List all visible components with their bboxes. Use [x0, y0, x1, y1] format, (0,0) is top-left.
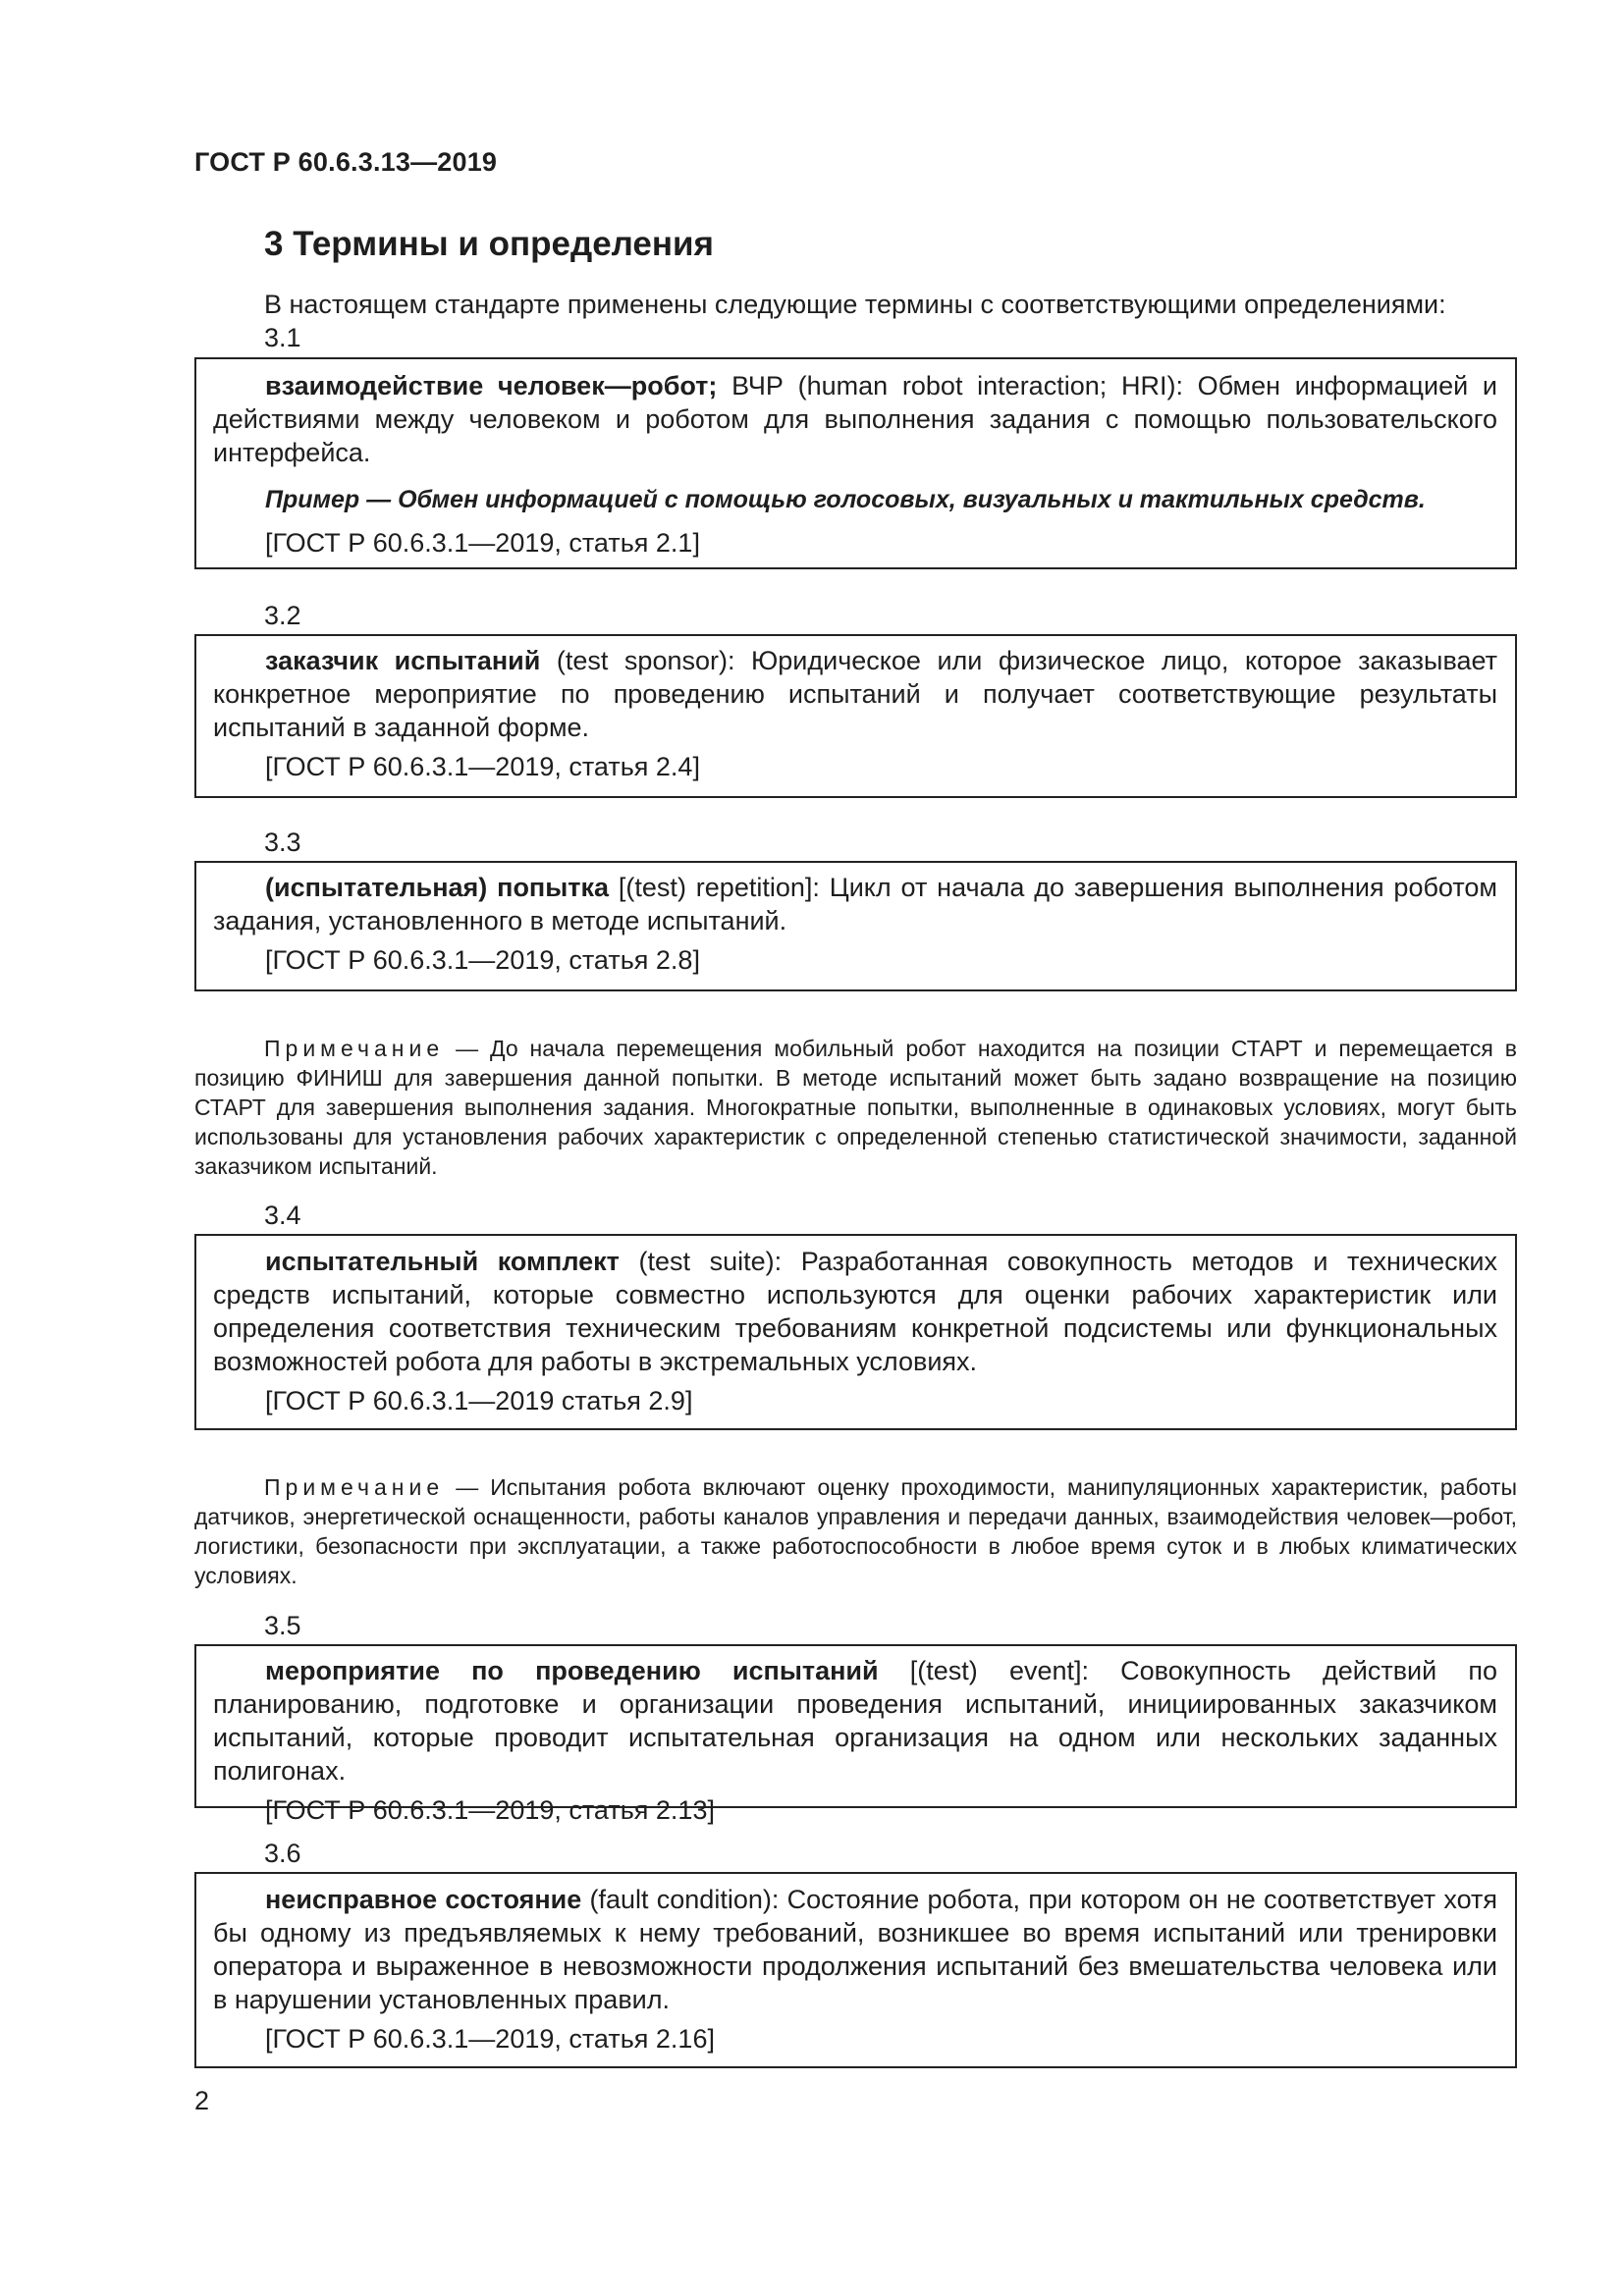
term-box [194, 357, 1517, 569]
term-paragraph [213, 644, 1497, 744]
term-definition: [(test) event]: Совокупность действий по планированию, подготовке и организации проведения испытаний, инициированных заказчиком испытаний, которые проводит испытательная организация на одном или нескольких заданных полигонах. [213, 1656, 1498, 1786]
term-number: 3.1 [264, 323, 301, 352]
term-box [194, 1872, 1517, 2068]
note-paragraph [194, 1034, 1517, 1181]
term-source: [ГОСТ Р 60.6.3.1—2019, статья 2.16] [265, 2024, 715, 2054]
term-definition: (fault condition): Состояние робота, при котором он не соответствует хотя бы одному из предъявляемых к нему требований, возникшее во время испытаний или тренировки оператора и выраженное в невозможности продолжения испытаний без вмешательства человека или в нарушении установленных правил. [213, 1885, 1497, 2014]
term-paragraph [213, 871, 1497, 937]
term-definition: [(test) repetition]: Цикл от начала до завершения выполнения роботом задания, установленного в методе испытаний. [213, 873, 1497, 935]
term-name: испытательный комплект [265, 1247, 620, 1276]
term-definition: (test sponsor): Юридическое или физическое лицо, которое заказывает конкретное мероприятие по проведению испытаний и получает соответствующие результаты испытаний в заданной форме. [213, 646, 1497, 742]
page-number: 2 [194, 2086, 210, 2115]
note-label: Примечание [264, 1036, 445, 1061]
term-number: 3.2 [264, 601, 301, 630]
term-example: Пример — Обмен информацией с помощью голосовых, визуальных и тактильных средств. [265, 486, 1426, 513]
note-paragraph [194, 1472, 1517, 1590]
term-source: [ГОСТ Р 60.6.3.1—2019, статья 2.4] [265, 752, 700, 781]
term-paragraph [213, 369, 1497, 469]
term-number: 3.3 [264, 828, 301, 857]
term-box [194, 1234, 1517, 1430]
term-definition: (test suite): Разработанная совокупность методов и технических средств испытаний, которые совместно используются для оценки рабочих характеристик или определения соответствия техническим требованиям конкретной подсистемы или функциональных возможностей робота для работы в экстремальных условиях. [213, 1247, 1497, 1376]
term-number: 3.4 [264, 1201, 301, 1230]
term-name: неисправное состояние [265, 1885, 582, 1914]
term-box [194, 1644, 1517, 1825]
intro-text: В настоящем стандарте применены следующие термины с соответствующими определениями: [264, 290, 1446, 319]
term-source: [ГОСТ Р 60.6.3.1—2019 статья 2.9] [265, 1386, 693, 1415]
note-label: Примечание [264, 1474, 445, 1500]
term-source: [ГОСТ Р 60.6.3.1—2019, статья 2.1] [265, 528, 700, 558]
term-box [194, 634, 1517, 798]
document-header: ГОСТ Р 60.6.3.13—2019 [194, 147, 498, 177]
term-source: [ГОСТ Р 60.6.3.1—2019, статья 2.8] [265, 945, 700, 975]
term-paragraph [213, 1654, 1497, 1788]
term-box [194, 861, 1517, 991]
term-paragraph [213, 1883, 1497, 2016]
term-paragraph [213, 1245, 1497, 1378]
term-number: 3.5 [264, 1611, 301, 1640]
note-text: — До начала перемещения мобильный робот находится на позиции СТАРТ и перемещается в позицию ФИНИШ для завершения данной попытки. В методе испытаний может быть задано возвращение на позицию СТАРТ для завершения выполнения задания. Многократные попытки, выполненные в одинаковых условиях, могут быть использованы для установления рабочих характеристик с определенной степенью статистической значимости, заданной заказчиком испытаний. [194, 1036, 1517, 1179]
term-name: заказчик испытаний [265, 646, 541, 675]
term-definition: ВЧР (human robot interaction; HRI): Обмен информацией и действиями между человеком и роботом для выполнения задания с помощью пользовательского интерфейса. [213, 371, 1497, 467]
section-title: 3 Термины и определения [264, 225, 714, 263]
term-source: [ГОСТ Р 60.6.3.1—2019, статья 2.13] [265, 1795, 715, 1825]
term-name: (испытательная) попытка [265, 873, 610, 902]
term-name: взаимодействие человек—робот; [265, 371, 718, 400]
note-text: — Испытания робота включают оценку проходимости, манипуляционных характеристик, работы датчиков, энергетической оснащенности, работы каналов управления и передачи данных, взаимодействия человек—робот, логистики, безопасности при эксплуатации, а также работоспособности в любое время суток и в любых климатических условиях. [194, 1474, 1517, 1588]
term-name: мероприятие по проведению испытаний [265, 1656, 879, 1685]
term-number: 3.6 [264, 1839, 301, 1868]
